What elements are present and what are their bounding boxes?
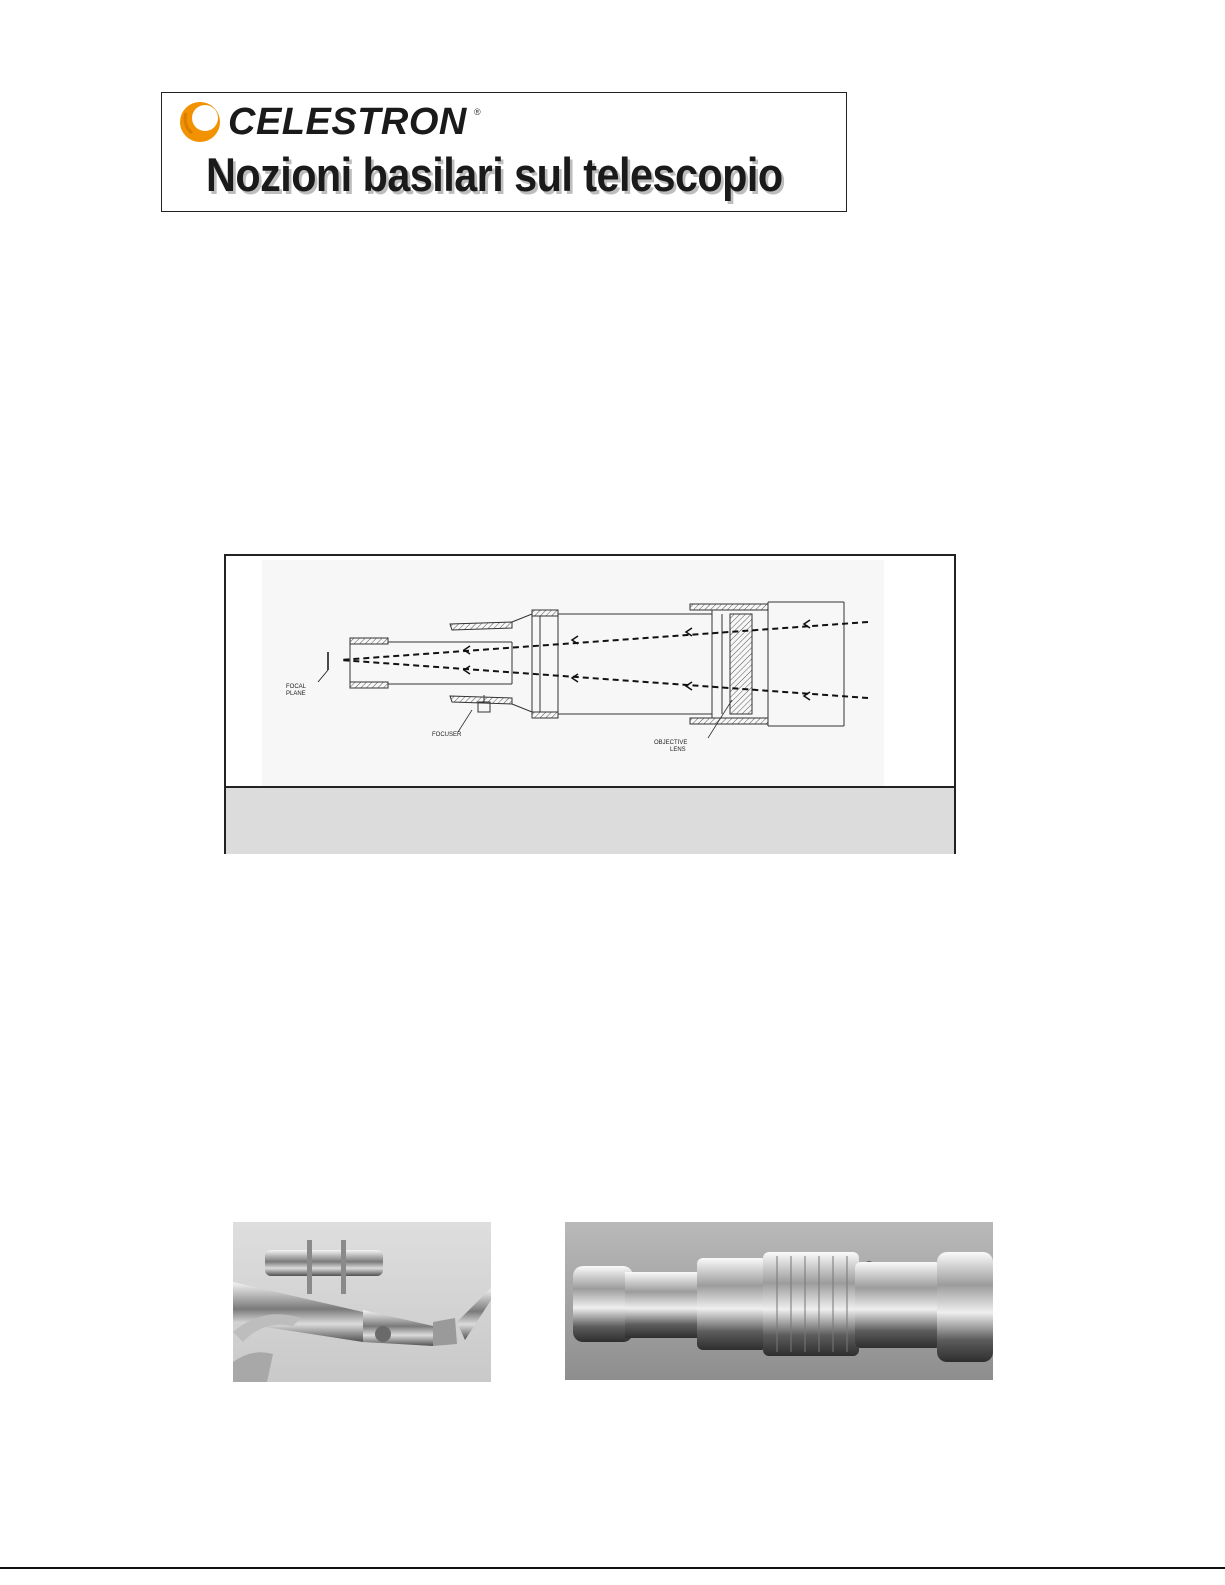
focuser-label: FOCUSER xyxy=(432,732,462,738)
light-rays xyxy=(340,622,868,698)
figure-caption-bar xyxy=(226,786,954,854)
footer-rule xyxy=(0,1567,1225,1569)
focuser-body xyxy=(450,614,532,712)
refractor-diagram-figure xyxy=(224,554,956,854)
header-banner xyxy=(161,92,847,212)
focal-plane-label-1: FOCAL xyxy=(286,684,307,690)
telescope-focuser-photo xyxy=(233,1222,491,1382)
page-title: Nozioni basilari sul telescopio xyxy=(206,148,783,201)
telescope-focuser-icon xyxy=(233,1222,491,1382)
diagram-area xyxy=(262,560,884,786)
objective-label-1: OBJECTIVE xyxy=(654,740,688,746)
telescope-drawtube-icon xyxy=(565,1222,993,1380)
registered-mark: ® xyxy=(474,107,481,117)
objective-label-2: LENS xyxy=(670,747,686,753)
main-tube xyxy=(532,610,712,718)
ray-arrows xyxy=(464,620,810,700)
refractor-diagram xyxy=(262,560,884,786)
brand-name: CELESTRON xyxy=(228,101,467,143)
telescope-drawtube-photo xyxy=(565,1222,993,1380)
focal-plane-label-2: PLANE xyxy=(286,691,306,697)
objective-lens xyxy=(722,614,752,714)
dew-shield xyxy=(690,602,844,726)
focal-plane-marker xyxy=(318,652,328,682)
celestron-logo-icon xyxy=(178,99,226,145)
